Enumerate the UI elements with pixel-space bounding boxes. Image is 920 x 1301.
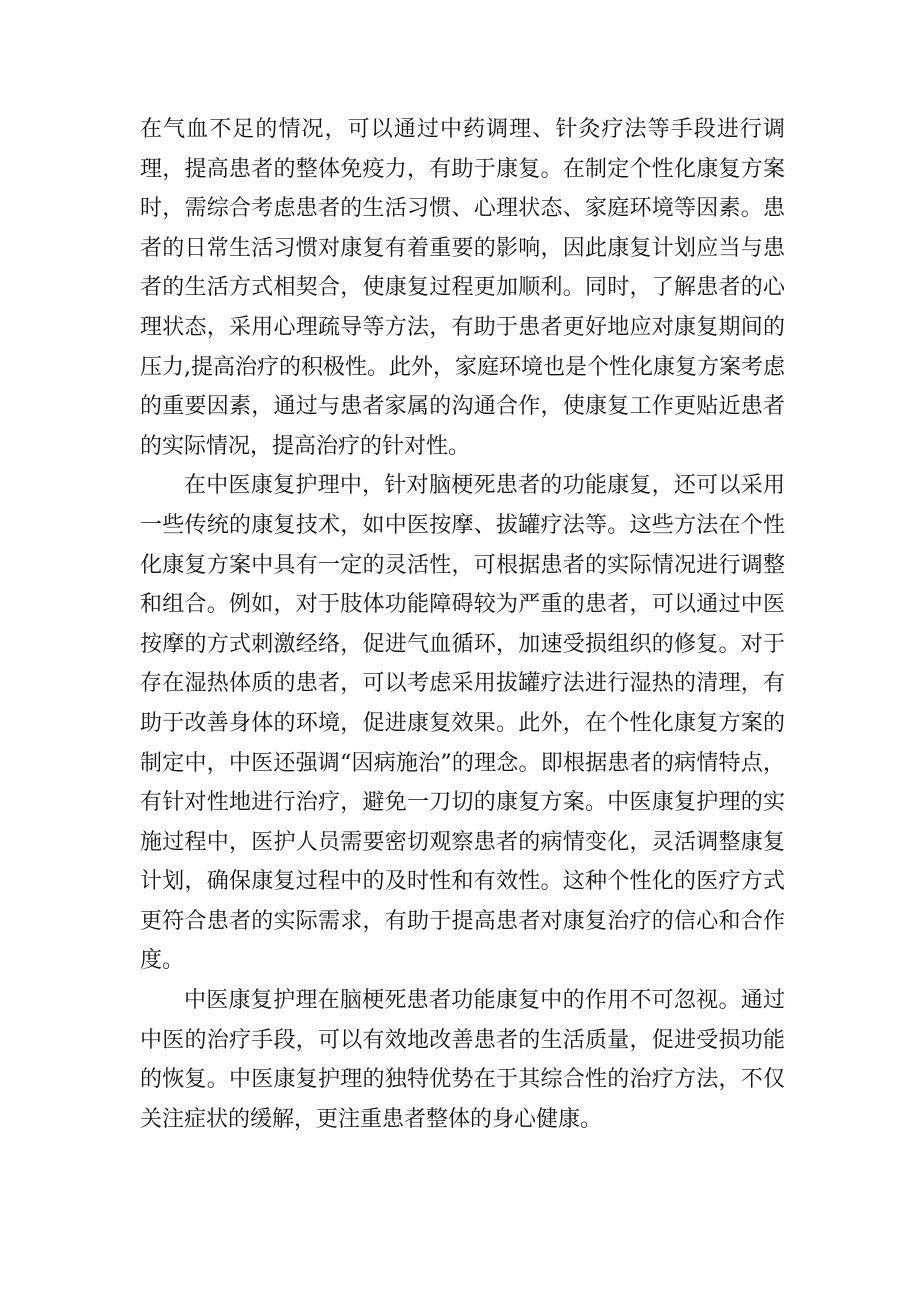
paragraph-3: 中医康复护理在脑梗死患者功能康复中的作用不可忽视。通过中医的治疗手段，可以有效地改善患者的生活质量，促进受损功能的恢复。中医康复护理的独特优势在于其综合性的治疗方法，不仅关注症状的缓解，更注重患者整体的身心健康。 xyxy=(140,988,785,1132)
paragraph-1: 在气血不足的情况，可以通过中药调理、针灸疗法等手段进行调理，提高患者的整体免疫力，有助于康复。在制定个性化康复方案时，需综合考虑患者的生活习惯、心理状态、家庭环境等因素。患者的日常生活习惯对康复有着重要的影响，因此康复计划应当与患者的生活方式相契合，使康复过程更加顺利。同时，了解患者的心理状态，采用心理疏导等方法，有助于患者更好地应对康复期间的压力,提高治疗的积极性。此外，家庭环境也是个性化康复方案考虑的重要因素，通过与患者家属的沟通合作，使康复工作更贴近患者的实际情况，提高治疗的针对性。 xyxy=(140,117,785,459)
document-body xyxy=(140,110,785,1139)
paragraph-2: 在中医康复护理中，针对脑梗死患者的功能康复，还可以采用一些传统的康复技术，如中医按摩、拔罐疗法等。这些方法在个性化康复方案中具有一定的灵活性，可根据患者的实际情况进行调整和组合。例如，对于肢体功能障碍较为严重的患者，可以通过中医按摩的方式刺激经络，促进气血循环，加速受损组织的修复。对于存在湿热体质的患者，可以考虑采用拔罐疗法进行湿热的清理，有助于改善身体的环境，促进康复效果。此外，在个性化康复方案的制定中，中医还强调“因病施治”的理念。即根据患者的病情特点，有针对性地进行治疗，避免一刀切的康复方案。中医康复护理的实施过程中，医护人员需要密切观察患者的病情变化，灵活调整康复计划，确保康复过程中的及时性和有效性。这种个性化的医疗方式更符合患者的实际需求，有助于提高患者对康复治疗的信心和合作度。 xyxy=(140,473,785,974)
